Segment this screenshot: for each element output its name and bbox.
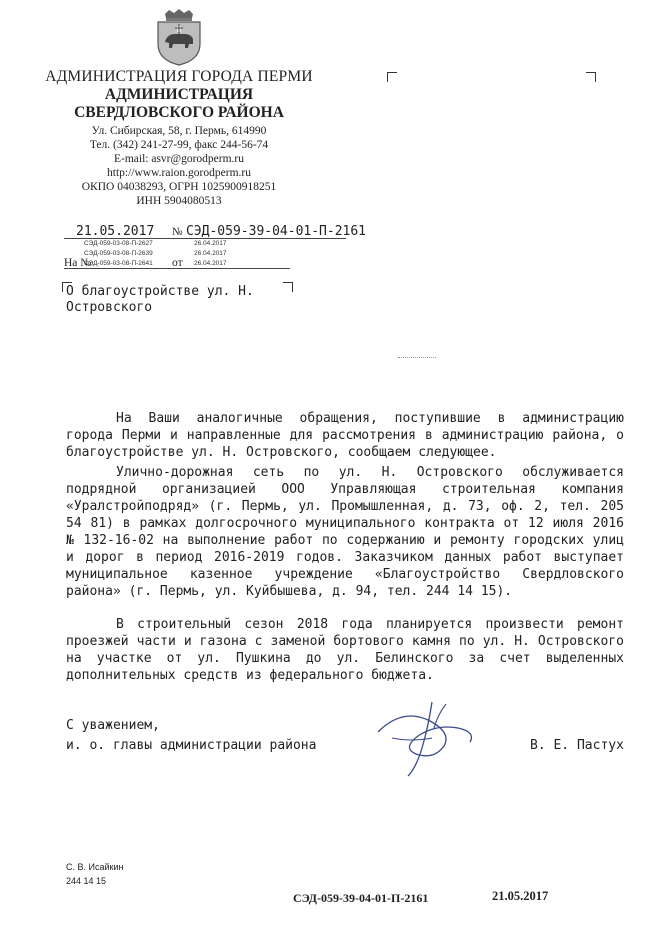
- incoming-number-label: На №: [64, 257, 92, 269]
- reference-number: СЭД-059-03-08-П-2639: [84, 250, 153, 257]
- signer-name: В. Е. Пастух: [530, 738, 624, 753]
- handwritten-signature: [372, 698, 482, 780]
- footer-document-date: 21.05.2017: [492, 889, 549, 903]
- address: Ул. Сибирская, 58, г. Пермь, 614990: [91, 125, 267, 137]
- org-name-admin: АДМИНИСТРАЦИЯ: [104, 86, 254, 103]
- body-paragraph-3: [66, 616, 624, 684]
- phone-fax: Тел. (342) 241-27-99, факс 244-56-74: [89, 139, 269, 151]
- registration-number-sign: №: [172, 226, 183, 238]
- incoming-underline: [64, 268, 290, 269]
- address-corner-top-left: [387, 72, 397, 82]
- registration-number: СЭД-059-39-04-01-П-2161: [186, 224, 367, 239]
- reference-date: 26.04.2017: [194, 260, 227, 267]
- faint-mark: [398, 357, 436, 358]
- paragraph-text: Улично-дорожная сеть по ул. Н. Островского обслуживается подрядной организацией ООО Управляющая строительная компания «Уралстройподряд» (г. Пермь, ул. Промышленная, д. 73, оф. 2, тел. 205 54 81) в рамках долгосрочного муниципального контракта от 12 июля 2016 № 132-16-02 на выполнение работ по содержанию и ремонту городских улиц и дорог в период 2016-2019 годов. Заказчиком данных работ выступает муниципальное казенное учреждение «Благоустройство Свердловского района» (г. Пермь, ул. Куйбышева, д. 94, тел. 244 14 15).: [66, 465, 624, 599]
- reference-date: 26.04.2017: [194, 250, 227, 257]
- org-name-city: АДМИНИСТРАЦИЯ ГОРОДА ПЕРМИ: [45, 68, 313, 85]
- paragraph-text: На Ваши аналогичные обращения, поступившие в администрацию города Перми и направленные для рассмотрения в администрацию района, о благоустройстве ул. Н. Островского, сообщаем следующее.: [66, 411, 624, 460]
- email: E-mail: asvr@gorodperm.ru: [113, 153, 245, 165]
- footer-document-number: СЭД-059-39-04-01-П-2161: [293, 891, 429, 905]
- body-paragraph-1: [66, 410, 624, 461]
- coat-of-arms-emblem: [155, 8, 203, 66]
- registration-date: 21.05.2017: [76, 224, 155, 239]
- executor-phone: 244 14 15: [66, 876, 107, 886]
- reference-date: 26.04.2017: [194, 240, 227, 247]
- website: http://www.raion.gorodperm.ru: [107, 167, 251, 179]
- signer-position: и. о. главы администрации района: [66, 738, 317, 753]
- inn: ИНН 5904080513: [136, 195, 222, 207]
- closing-regards: С уважением,: [66, 718, 160, 733]
- paragraph-text: В строительный сезон 2018 года планируется произвести ремонт проезжей части и газона с заменой бортового камня по ул. Н. Островского на участке от ул. Пушкина до ул. Белинского за счет выделенных дополнительных средств из федерального бюджета.: [66, 617, 624, 683]
- reference-number: СЭД-059-03-08-П-2641: [84, 260, 153, 267]
- reference-number: СЭД-059-03-08-П-2627: [84, 240, 153, 247]
- subject-line: О благоустройстве ул. Н. Островского: [66, 284, 254, 315]
- body-paragraph-2: [66, 464, 624, 600]
- incoming-date-label: от: [172, 257, 183, 269]
- org-name-district: СВЕРДЛОВСКОГО РАЙОНА: [74, 104, 284, 121]
- executor-name: С. В. Исайкин: [66, 862, 124, 872]
- address-corner-top-right: [586, 72, 596, 82]
- okpo-ogrn: ОКПО 04038293, ОГРН 1025900918251: [81, 181, 277, 193]
